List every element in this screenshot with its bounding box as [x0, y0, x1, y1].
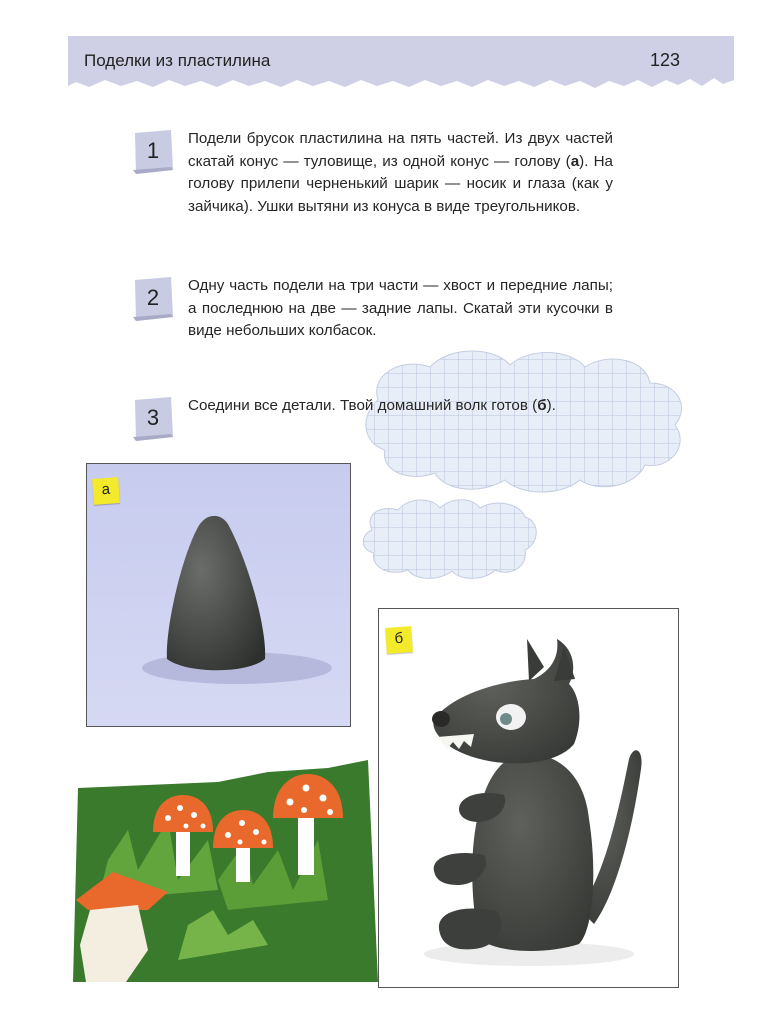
step-text-part: ). [546, 397, 556, 414]
step-badge [133, 130, 173, 174]
header-title: Поделки из пластилина [84, 51, 271, 70]
step-number: 2 [146, 285, 160, 310]
photo-a [86, 463, 351, 727]
page-number: 123 [649, 50, 680, 70]
step-number: 1 [146, 138, 160, 163]
step-text-part: Подели брусок пластилина на пять частей. Из двух частей скатай конус — туловище, из одной конус — голову ( [188, 130, 613, 170]
photo-label-b: б [385, 626, 413, 654]
step-number: 3 [146, 405, 160, 430]
cone-photo [87, 464, 350, 726]
step-text [188, 395, 613, 418]
step-3 [133, 397, 633, 447]
wolf-photo [379, 609, 678, 987]
photo-label-a: а [92, 477, 120, 505]
photo-ref: б [537, 397, 547, 414]
grid-paper-clouds [360, 345, 690, 595]
step-text-part: Соедини все детали. Твой домашний волк готов ( [188, 397, 538, 414]
step-1 [133, 130, 633, 240]
step-text: Одну часть подели на три части — хвост и передние лапы; а последнюю на две — задние лапы. Скатай эти кусочки в виде небольших колбасок. [188, 277, 613, 340]
mushroom-meadow [68, 760, 388, 982]
photo-ref: а [570, 152, 580, 170]
photo-b [378, 608, 679, 988]
step-text [188, 128, 613, 218]
step-badge [133, 397, 173, 441]
step-text-part: ). На голову прилепи черненький шарик — носик и глаза (как у зайчика). Ушки вытяни из конуса в виде треугольников. [188, 152, 613, 215]
page-header [68, 36, 734, 92]
step-badge [133, 277, 173, 321]
